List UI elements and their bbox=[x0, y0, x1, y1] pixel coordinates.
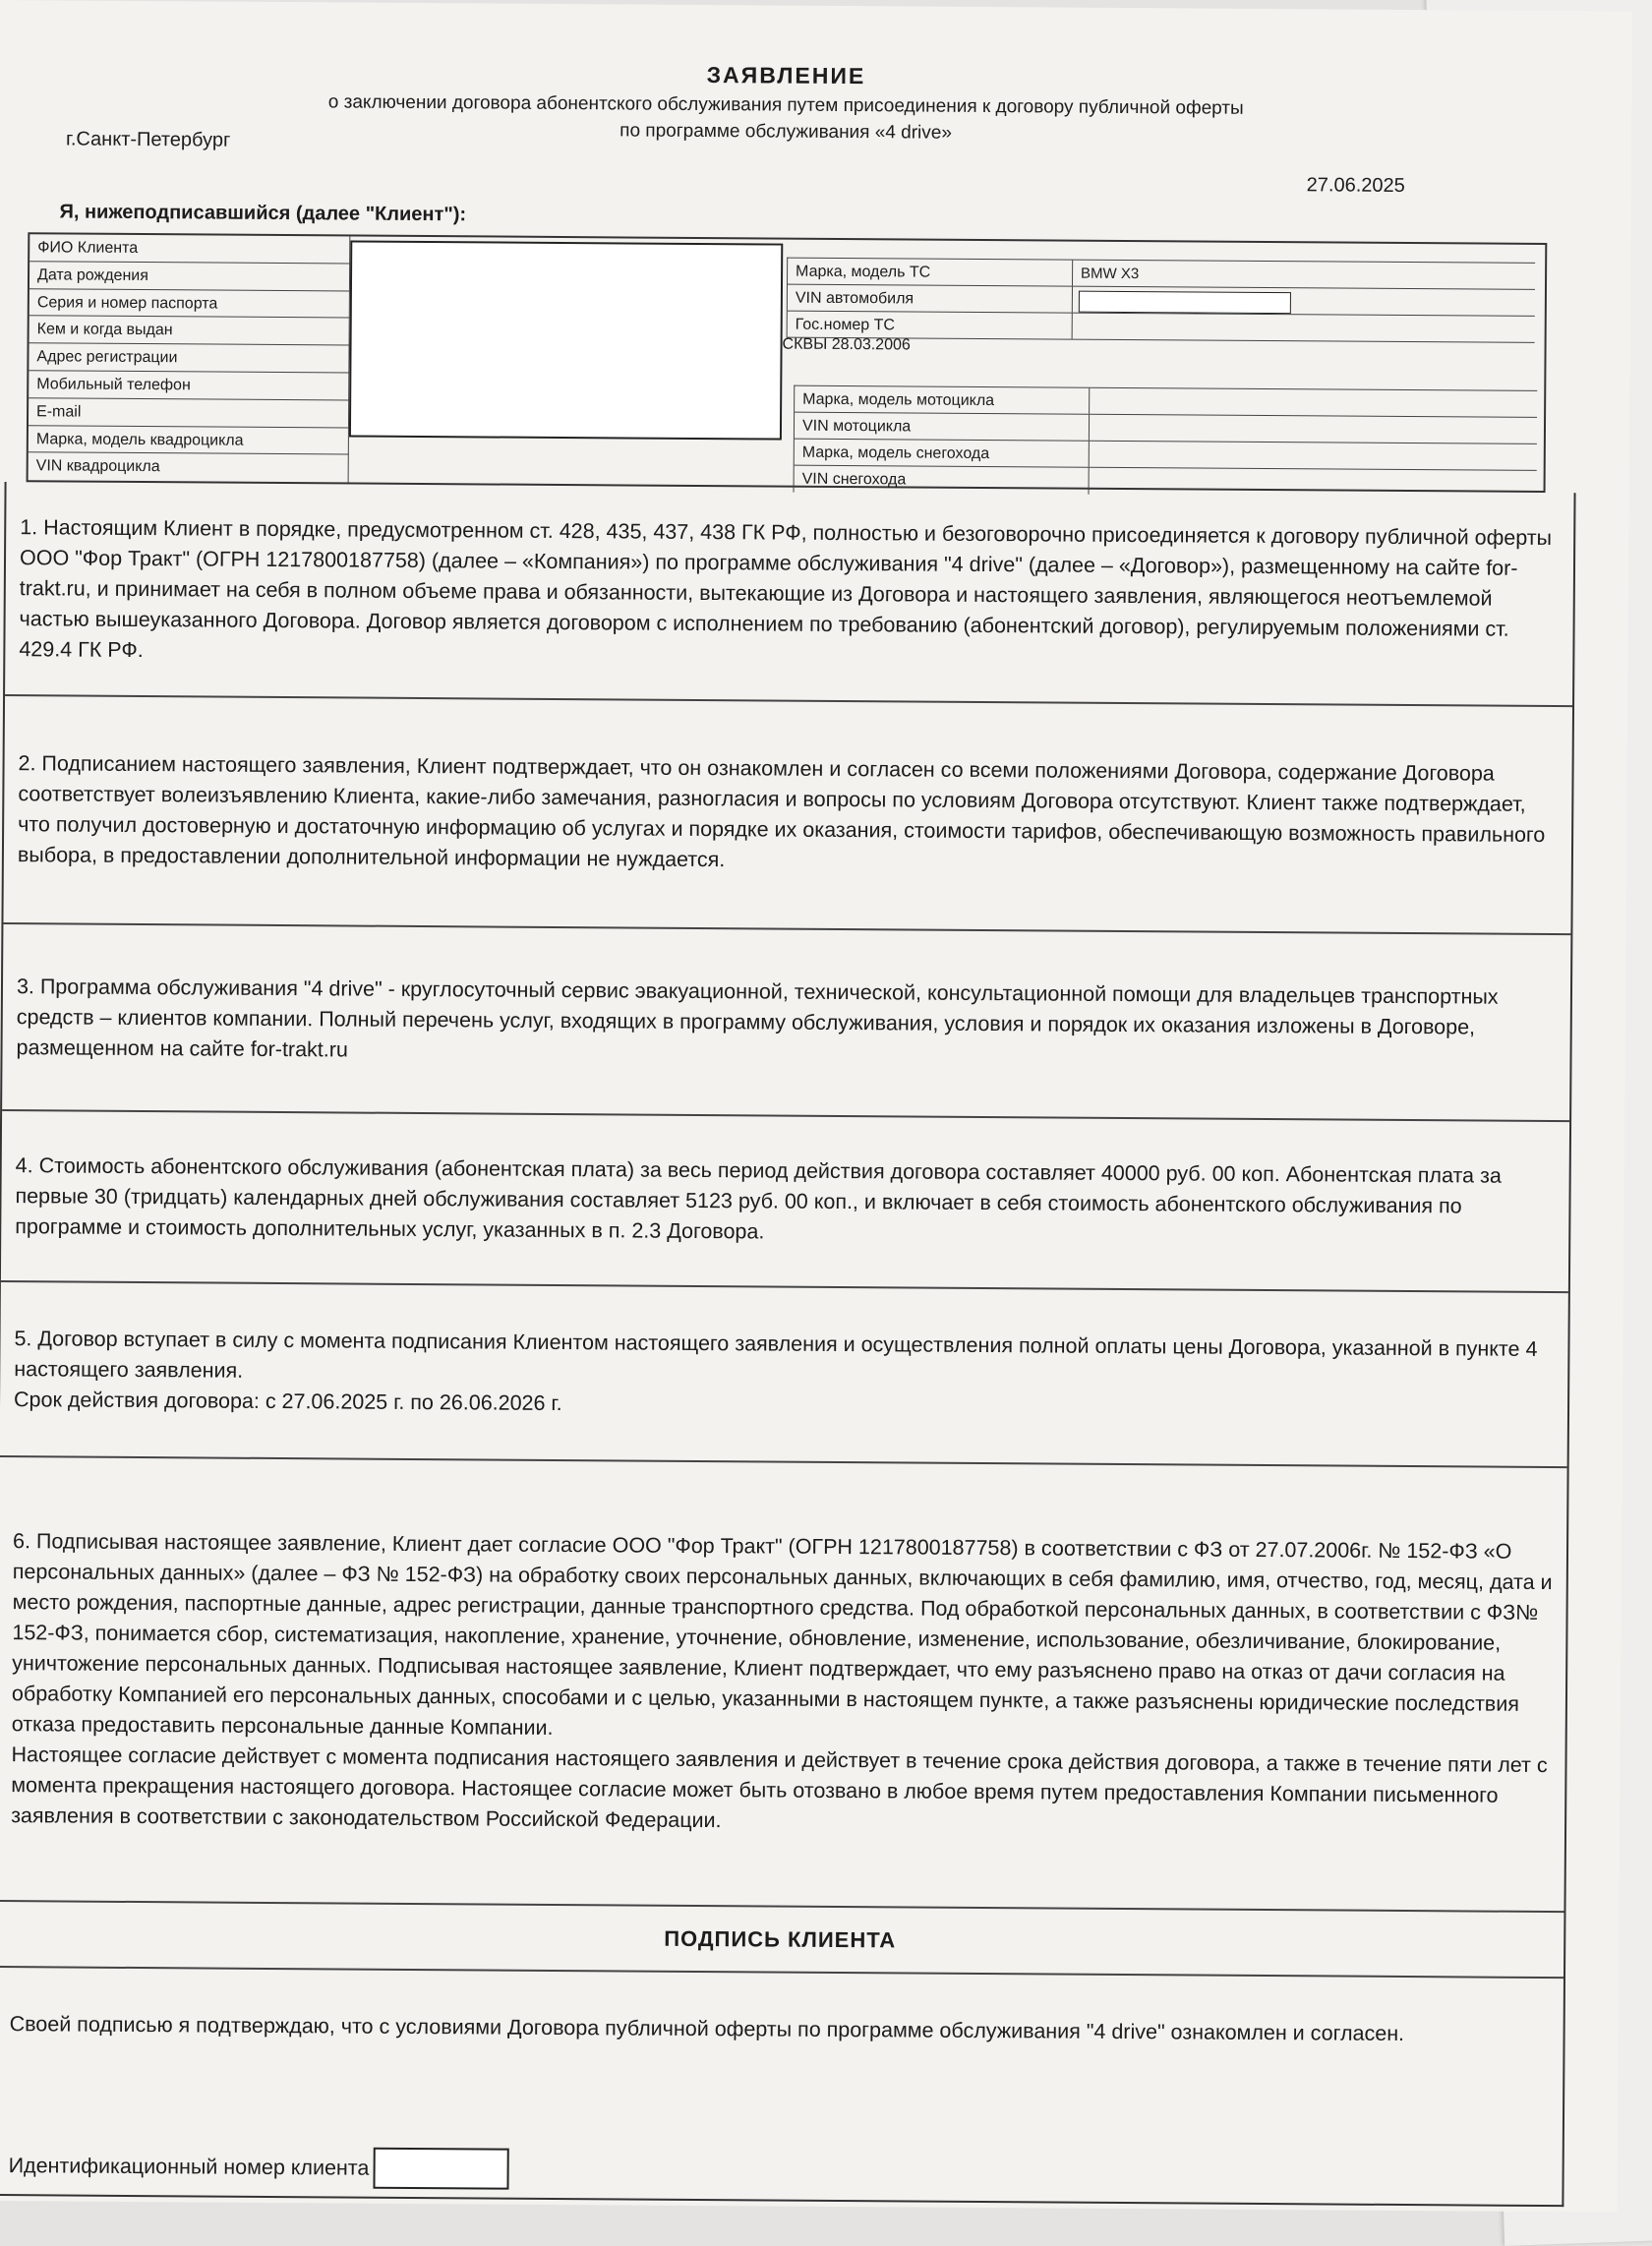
moto-brand-label: Марка, модель мотоцикла bbox=[795, 386, 1090, 414]
vehicle-plate-value bbox=[1073, 314, 1535, 342]
vehicle-plate-label: Гос.номер ТС bbox=[788, 312, 1073, 339]
field-email-label: E-mail bbox=[29, 398, 349, 428]
signature-title: ПОДПИСЬ КЛИЕНТА bbox=[0, 1902, 1564, 1979]
vehicle-vin-value bbox=[1073, 287, 1535, 316]
terms-body bbox=[0, 482, 1576, 2207]
field-address-label: Адрес регистрации bbox=[29, 343, 349, 373]
contract-term: Срок действия договора: с 27.06.2025 г. по 26.06.2026 г. bbox=[13, 1387, 562, 1415]
subtitle-line-1: о заключении договора абонентского обслуживания путем присоединения к договору публичной оферты bbox=[327, 91, 1244, 119]
section-1 bbox=[5, 482, 1573, 707]
vehicle-table bbox=[787, 258, 1536, 343]
moto-table bbox=[794, 385, 1538, 498]
moto-brand-value bbox=[1090, 388, 1537, 417]
snowmobile-brand-value bbox=[1090, 442, 1537, 470]
section-5-text: 5. Договор вступает в силу с момента подписания Клиентом настоящего заявления и осуществления полной оплаты цены Договора, указанной в пункте 4 настоящего заявления. bbox=[14, 1326, 1538, 1383]
redacted-vin bbox=[1079, 291, 1291, 315]
signature-confirmation: Своей подписью я подтверждаю, что с условиями Договора публичной оферты по программе обслуживания "4 drive" ознакомлен и согласен. bbox=[9, 2012, 1405, 2046]
moto-vin-value bbox=[1090, 415, 1537, 443]
section-4-text: 4. Стоимость абонентского обслуживания (абонентская плата) за весь период действия договора составляет 40000 руб. 00 коп. Абонентская плата за первые 30 (тридцать) календарных дней обслуживания составляет 5123 руб. 00 коп., и включает в себя стоимость абонентского обслуживания по программе и стоимость дополнительных услуг, указанных в п. 2.3 Договора. bbox=[15, 1153, 1502, 1243]
issued-note: СКВЫ 28.03.2006 bbox=[782, 335, 911, 354]
document-title: ЗАЯВЛЕНИЕ bbox=[706, 62, 866, 89]
redacted-client-id bbox=[373, 2148, 508, 2190]
subtitle-line-2: по программе обслуживания «4 drive» bbox=[620, 120, 953, 144]
consent-duration-text: Настоящее согласие действует с момента подписания настоящего заявления и действует в течение срока действия договора, а также в течение пяти лет с момента прекращения настоящего договора. Настоящее согласие может быть отозвано в любое время путем предоставления Компании письменного заявления в соответствии с законодательством Российской Федерации. bbox=[11, 1743, 1548, 1833]
redacted-client-data bbox=[349, 240, 783, 440]
section-3 bbox=[2, 924, 1570, 1122]
section-6-text: 6. Подписывая настоящее заявление, Клиент дает согласие ООО "Фор Тракт" (ОГРН 1217800187758) в соответствии с ФЗ от 27.07.2006г. № 152-ФЗ «О персональных данных» (далее – ФЗ № 152-ФЗ) на обработку своих персональных данных, включающих в себя фамилию, имя, отчество, год, месяц, дата и место рождения, паспортные данные, адрес регистрации, данные транспортного средства. Под обработкой персональных данных, в соответствии с ФЗ№ 152-ФЗ, понимается сбор, систематизация, накопление, хранение, уточнение, обновление, изменение, использование, обезличивание, блокирование, уничтожение персональных данных. Подписывая настоящее заявление, Клиент подтверждает, что ему разъяснено право на отказ от дачи согласия на обработку Компанией его персональных данных, способами и с целью, указанными в настоящем пункте, а также разъяснены юридические последствия отказа предоставить персональные данные Компании. bbox=[11, 1529, 1553, 1740]
document-subtitle bbox=[0, 87, 1572, 150]
city: г.Санкт-Петербург bbox=[65, 128, 231, 151]
field-atv-vin-label: VIN квадроцикла bbox=[29, 453, 349, 483]
field-phone-label: Мобильный телефон bbox=[29, 371, 349, 400]
intro-line: Я, нижеподписавшийся (далее "Клиент"): bbox=[59, 201, 467, 226]
client-id-label: Идентификационный номер клиента bbox=[8, 2153, 370, 2180]
section-4 bbox=[1, 1111, 1569, 1293]
section-1-text: 1. Настоящим Клиент в порядке, предусмотренном ст. 428, 435, 437, 438 ГК РФ, полностью и безоговорочно присоединяется к договору публичной оферты ООО "Фор Тракт" (ОГРН 1217800187758) (далее – «Компания») по программе обслуживания "4 drive" (далее – «Договор»), размещенному на сайте for-trakt.ru, и принимает на себя в полном объеме права и обязанности, вытекающие из Договора и настоящего заявления, являющегося неотъемлемой частью вышеуказанного Договора. Договор является договором с исполнением по требованию (абонентский договор), регулируемым положениями ст. 429.4 ГК РФ. bbox=[19, 514, 1553, 662]
section-3-text: 3. Программа обслуживания "4 drive" - круглосуточный сервис эвакуационной, технической, консультационной помощи для владельцев транспортных средств – клиентов компании. Полный перечень услуг, входящих в программу обслуживания, условия и порядок их оказания изложены в Договоре, размещенном на сайте for-trakt.ru bbox=[16, 974, 1499, 1061]
field-fio-label: ФИО Клиента bbox=[30, 234, 350, 264]
field-birthdate-label: Дата рождения bbox=[30, 262, 350, 291]
section-6 bbox=[0, 1457, 1567, 1913]
document-date: 27.06.2025 bbox=[1306, 174, 1405, 197]
section-2 bbox=[3, 696, 1572, 935]
moto-vin-label: VIN мотоцикла bbox=[795, 413, 1090, 441]
section-2-text: 2. Подписанием настоящего заявления, Клиент подтверждает, что он ознакомлен и согласен со всеми положениями Договора, содержание Договора соответствует волеизъявлению Клиента, какие-либо замечания, разногласия и вопросы по условиям Договора отсутствуют. Клиент также подтверждает, что получил достоверную и достаточную информацию об услугах и порядке их оказания, стоимости тарифов, обеспечивающую возможность правильного выбора, в предоставлении дополнительной информации не нуждается. bbox=[17, 751, 1546, 872]
section-5 bbox=[0, 1282, 1568, 1468]
field-passport-label: Серия и номер паспорта bbox=[30, 289, 350, 319]
client-data-table bbox=[27, 232, 1548, 493]
client-id-row bbox=[0, 2115, 1563, 2205]
snowmobile-vin-label: VIN снегохода bbox=[795, 466, 1090, 495]
vehicle-vin-label: VIN автомобиля bbox=[788, 285, 1073, 313]
snowmobile-brand-label: Марка, модель снегохода bbox=[795, 440, 1090, 467]
field-atv-model-label: Марка, модель квадроцикла bbox=[29, 426, 349, 455]
vehicle-brand-label: Марка, модель ТС bbox=[788, 259, 1073, 286]
vehicle-brand-value: BMW X3 bbox=[1081, 265, 1140, 283]
field-issued-label: Кем и когда выдан bbox=[30, 317, 350, 346]
client-field-labels bbox=[29, 234, 351, 482]
